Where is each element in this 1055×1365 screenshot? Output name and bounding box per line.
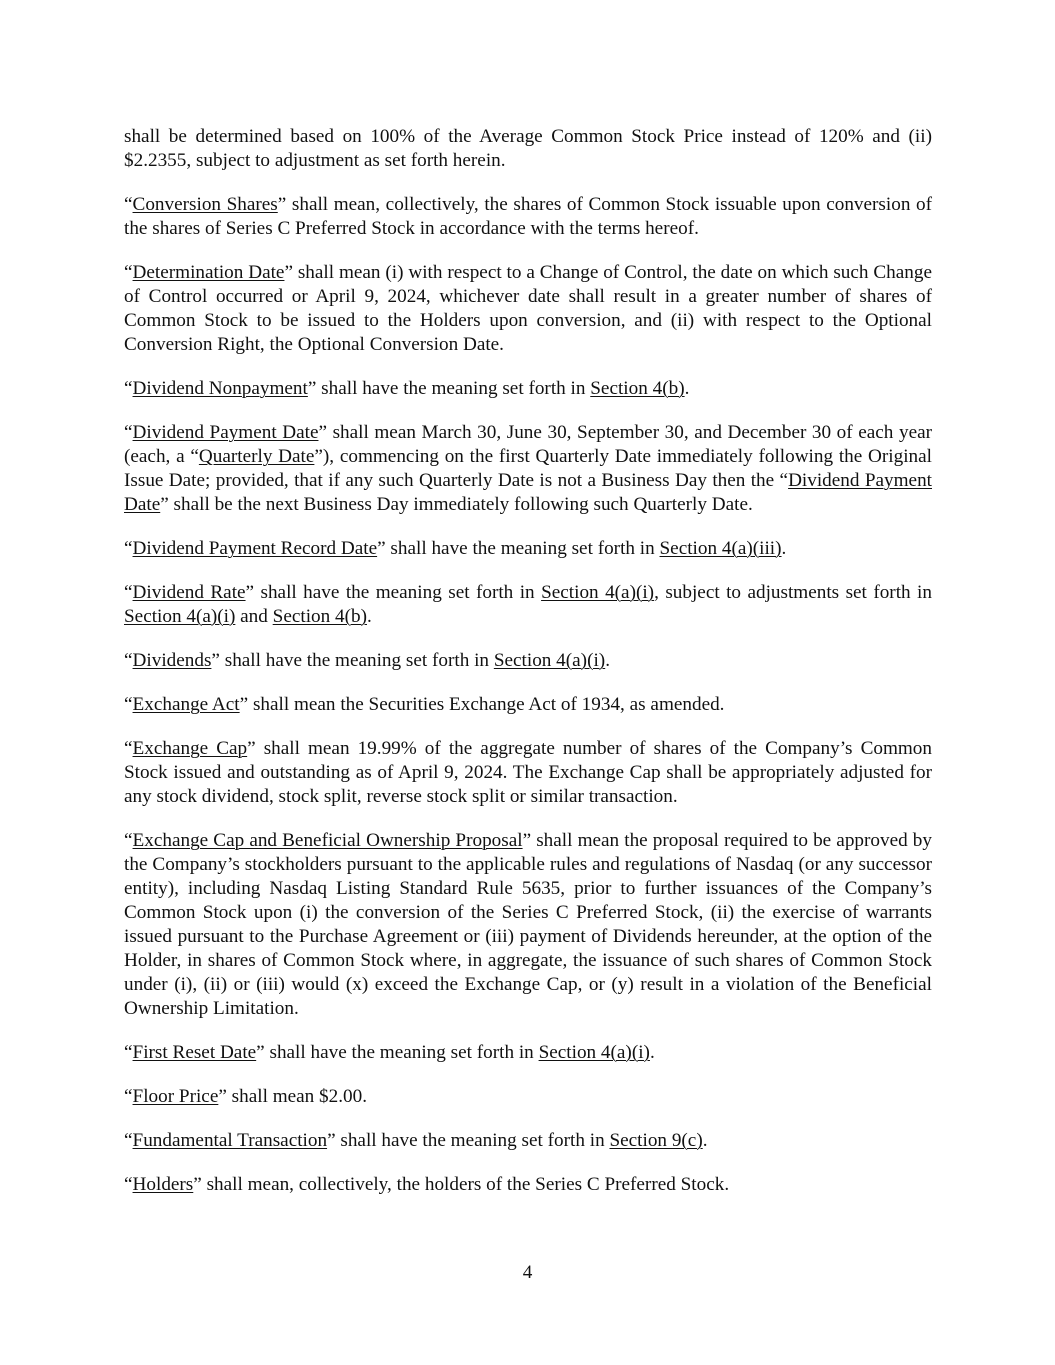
- defined-term-or-reference: Exchange Act: [132, 694, 240, 715]
- definition-exchange-act: [124, 693, 932, 717]
- paragraph-text: “: [124, 694, 133, 715]
- defined-term-or-reference: Dividend Nonpayment: [132, 378, 308, 399]
- defined-term-or-reference: Section 4(a)(i): [493, 650, 606, 671]
- paragraph-text: ” shall have the meaning set forth in: [245, 582, 542, 603]
- paragraph-text: “: [124, 1130, 133, 1151]
- paragraph-text: shall be determined based on 100% of the Average Common Stock Price instead of 120% and (ii) $2.2355, subject to adjustment as set forth herein.: [124, 126, 932, 171]
- paragraph-text: ”), commencing on the first Quarterly Date immediately following the Original Issue Date; provided, that if any such Quarterly Date is not a Business Day then the “: [124, 446, 932, 491]
- paragraph-text: ” shall mean (i) with respect to a Change of Control, the date on which such Change of Control occurred or April 9, 2024, whichever date shall result in a greater number of shares of Common Stock to be issued to the Holders upon conversion, and (ii) with respect to the Optional Conversion Right, the Optional Conversion Date.: [124, 262, 932, 355]
- defined-term-or-reference: Dividend Payment Date: [132, 422, 319, 443]
- defined-term-or-reference: Dividend Payment Date: [124, 470, 932, 515]
- definition-conversion-shares: [124, 193, 932, 241]
- paragraph-text: ” shall mean 19.99% of the aggregate number of shares of the Company’s Common Stock issued and outstanding as of April 9, 2024. The Exchange Cap shall be appropriately adjusted for any stock dividend, stock split, reverse stock split or similar transaction.: [124, 738, 932, 807]
- definition-first-reset-date: [124, 1041, 932, 1065]
- paragraph-text: ” shall mean the Securities Exchange Act of 1934, as amended.: [239, 694, 725, 715]
- paragraph-text: “: [124, 1042, 133, 1063]
- paragraph-text: “: [124, 1174, 133, 1195]
- definition-fundamental-transaction: [124, 1129, 932, 1153]
- definition-dividend-payment-date: [124, 421, 932, 517]
- paragraph-text: .: [781, 538, 787, 559]
- paragraph-text: .: [649, 1042, 655, 1063]
- defined-term-or-reference: Exchange Cap: [132, 738, 248, 759]
- paragraph-text: ” shall mean March 30, June 30, September 30, and December 30 of each year (each, a “: [124, 422, 932, 467]
- paragraph-text: ” shall have the meaning set forth in: [256, 1042, 539, 1063]
- definition-dividend-nonpayment: [124, 377, 932, 401]
- paragraph-text: “: [124, 422, 133, 443]
- defined-term-or-reference: Section 4(b): [590, 378, 685, 399]
- paragraph-text: , subject to adjustments set forth in: [654, 582, 932, 603]
- paragraph-text: “: [124, 582, 133, 603]
- defined-term-or-reference: Section 9(c): [609, 1130, 703, 1151]
- defined-term-or-reference: Section 4(a)(i): [124, 606, 236, 627]
- defined-term-or-reference: Section 4(a)(i): [538, 1042, 650, 1063]
- paragraph-text: “: [124, 830, 133, 851]
- paragraph-text: ” shall be the next Business Day immediately following such Quarterly Date.: [160, 494, 753, 515]
- defined-term-or-reference: Dividend Rate: [132, 582, 246, 603]
- paragraph-text: ” shall have the meaning set forth in: [377, 538, 660, 559]
- paragraph-text: “: [124, 738, 133, 759]
- defined-term-or-reference: Dividends: [132, 650, 212, 671]
- document-body: [124, 125, 932, 1217]
- paragraph-text: .: [605, 650, 610, 671]
- paragraph-text: “: [124, 194, 133, 215]
- paragraph-text: “: [124, 262, 133, 283]
- defined-term-or-reference: Exchange Cap and Beneficial Ownership Proposal: [132, 830, 523, 851]
- defined-term-or-reference: First Reset Date: [132, 1042, 257, 1063]
- defined-term-or-reference: Section 4(b): [272, 606, 367, 627]
- defined-term-or-reference: Section 4(a)(i): [541, 582, 655, 603]
- paragraph-text: .: [684, 378, 690, 399]
- definition-exchange-cap-proposal: [124, 829, 932, 1021]
- paragraph-text: ” shall mean, collectively, the shares of Common Stock issuable upon conversion of the shares of Series C Preferred Stock in accordance with the terms hereof.: [124, 194, 933, 239]
- paragraph-text: ” shall mean, collectively, the holders of the Series C Preferred Stock.: [193, 1174, 730, 1195]
- definition-determination-date: [124, 261, 932, 357]
- paragraph-text: .: [702, 1130, 708, 1151]
- defined-term-or-reference: Conversion Shares: [132, 194, 278, 215]
- paragraph-text: “: [124, 650, 133, 671]
- paragraph-text: “: [124, 1086, 133, 1107]
- paragraph-text: ” shall mean the proposal required to be approved by the Company’s stockholders pursuant to the applicable rules and regulations of Nasdaq (or any successor entity), including Nasdaq Listing Standard Rule 5635, prior to further issuances of the Company’s Common Stock upon (i) the conversion of the Series C Preferred Stock, (ii) the exercise of warrants issued pursuant to the Purchase Agreement or (iii) payment of Dividends hereunder, at the option of the Holder, in shares of Common Stock where, in aggregate, the issuance of such shares of Common Stock under (i), (ii) or (iii) would (x) exceed the Exchange Cap, or (y) result in a violation of the Beneficial Ownership Limitation.: [124, 830, 932, 1019]
- definition-holders: [124, 1173, 932, 1197]
- paragraph-text: and: [235, 606, 273, 627]
- defined-term-or-reference: Quarterly Date: [198, 446, 315, 467]
- paragraph-text: “: [124, 538, 133, 559]
- definition-dividend-payment-record-date: [124, 537, 932, 561]
- defined-term-or-reference: Dividend Payment Record Date: [132, 538, 378, 559]
- page-number: 4: [522, 1262, 533, 1283]
- paragraph-continuation: [124, 125, 932, 173]
- definition-dividends: [124, 649, 932, 673]
- paragraph-text: ” shall have the meaning set forth in: [307, 378, 591, 399]
- defined-term-or-reference: Floor Price: [132, 1086, 219, 1107]
- definition-exchange-cap: [124, 737, 932, 809]
- definition-dividend-rate: [124, 581, 932, 629]
- defined-term-or-reference: Determination Date: [132, 262, 285, 283]
- paragraph-text: “: [124, 378, 133, 399]
- defined-term-or-reference: Holders: [132, 1174, 194, 1195]
- defined-term-or-reference: Section 4(a)(iii): [659, 538, 782, 559]
- defined-term-or-reference: Fundamental Transaction: [132, 1130, 328, 1151]
- paragraph-text: ” shall mean $2.00.: [218, 1086, 368, 1107]
- definition-floor-price: [124, 1085, 932, 1109]
- paragraph-text: ” shall have the meaning set forth in: [211, 650, 494, 671]
- paragraph-text: ” shall have the meaning set forth in: [327, 1130, 610, 1151]
- paragraph-text: .: [367, 606, 372, 627]
